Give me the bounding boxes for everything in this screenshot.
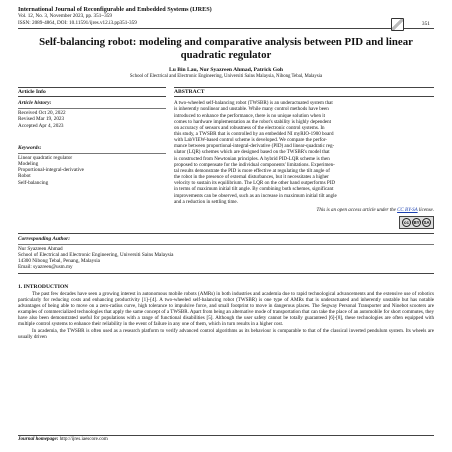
abstract-line: proposed to compensate for the individual components' limitations. Experimen- [174,161,335,168]
author-list: Lu Bin Lau, Nur Syazreen Ahmad, Patrick Goh [168,67,284,74]
corresponding-author-block [18,233,434,274]
abstract-line: comes to hardware implementation as the robot's stability is highly dependent [174,118,332,125]
divider [18,153,166,154]
section-heading-introduction: 1. INTRODUCTION [18,283,69,290]
journal-name: International Journal of Reconfigurable and Embedded Systems (IJRES) [18,6,212,13]
abstract-line: and a reduction in settling time. [174,198,238,205]
attribution-icon: BY [413,219,420,225]
history-date: Accepted Apr 4, 2023 [18,122,64,129]
abstract-text [174,100,434,205]
abstract-line: the robot in the presence of external disturbances, but it necessitates a higher [174,174,329,181]
corresponding-author-label: Corresponding Author: [18,235,71,242]
abstract-line: tal results demonstrate the PID is more effective at regulating the tilt angle of [174,167,330,174]
history-date: Revised Mar 19, 2023 [18,116,65,123]
journal-homepage-label: Journal homepage: [18,437,60,442]
abstract-heading: ABSTRACT [174,87,434,97]
divider [18,108,166,109]
author-email: Email: syazreen@usm.my [18,264,73,271]
abstract-line: this study, a TWSBR that is controlled by an embedded NI myRIO-1900 board [174,131,334,137]
keyword-item: Self-balancing [18,179,49,186]
abstract-line: improvements can be observed, such as an increase in maximum initial tilt angle [174,192,337,199]
abstract-line: is constructed from Newtonian principles. A hybrid PID-LQR scheme is then [174,155,330,162]
page-footer [18,435,434,442]
divider [18,273,434,274]
open-access-prefix: This is an open access article under the [316,207,398,213]
author-school: School of Electrical and Electronic Engineering, Universiti Sains Malaysia [18,252,174,259]
intro-paragraph-1: The past few decades have seen a growing interest in autonomous mobile robots (AMRs) in both industries and academia due to rapid technological advancements and the extensive use of robotics particularly for reducing costs and enhancing productivity [1]–[4]. A two-wheeled self-balancing robot (TWSBR) is one type of AMRs that is underactuated and inherently unstable but has notable advantages of being able to move on a zero-radius curve, high tolerance to impulsive force, and small footprint to move in dangerous places. The Segway Personal Transporter and Ninebot scooters are examples of commercialized technologies that apply the same concept of a TWSBR. Apart from being an alternative mode of transportation that can take the place of an automobile for short commutes, they have also been demonstrated useful for populations with a range of functional disabilities [5]. Although the user safety cannot be totally guaranteed [6]-[8], these technologies are often equipped with multiple control systems to enhance their reliability in the event of failure in any one of them, which in turn results in a higher cost. [18,290,435,328]
abstract-line: in terms of maximum initial tilt angle. By combining both schemes, significant [174,186,334,193]
abstract-line: ulator (LQR) schemes which are designed based on the TWSBR's model that [174,149,330,156]
volume-line: Vol. 12, No. 3, November 2023, pp. 351~359 [18,13,112,20]
header-rule [18,28,434,29]
article-info-heading: Article Info [18,87,166,97]
divider [18,244,434,245]
intro-paragraph-2: In academia, the TWSBR is often used as a research platform to verify advanced control algorithms as its behaviour is comparable to that of the classical inverted pendulum system. Its wheels are usually driven [18,327,435,340]
cc-license-badge[interactable] [174,216,434,229]
introduction-body [18,291,434,340]
author-address: 14300 Nibong Tebal, Penang, Malaysia [18,258,100,265]
open-access-note [174,208,434,213]
journal-header [18,6,434,26]
history-date: Received Oct 20, 2022 [18,110,66,117]
abstract-column [174,87,434,229]
abstract-line: on accuracy of sensors and robustness of the electronic control systems. In [174,124,325,131]
abstract-line: with LabVIEW-based control scheme is developed. We compare the perfor- [174,137,327,144]
page-number: 351 [421,21,430,27]
journal-logo-icon [391,18,404,31]
article-history-label: Article history: [18,100,52,107]
keyword-item: Modeling [18,161,39,168]
abstract-line: introduced to enhance the performance, there is no unique solution when it [174,112,326,119]
abstract-line: A two-wheeled self-balancing robot (TWSBR) is an underactuated system that [174,100,333,107]
share-alike-icon: SA [423,219,430,225]
article-info-column [18,87,166,229]
keyword-item: Robot [18,173,31,180]
abstract-line: velocity to sustain its equilibrium. The LQR on the other hand outperforms PID [174,180,335,187]
keyword-item: Proportional-integral-derivative [18,167,84,174]
abstract-line: is inherently nonlinear and unstable. While many control methods have been [174,106,329,113]
divider [18,233,434,234]
affiliation: School of Electrical and Electronic Engineering, Universiti Sains Malaysia, Nibong Tebal, Malaysia [129,74,323,80]
journal-homepage-link[interactable]: http://ijres.iaescore.com [59,437,108,442]
paper-title: Self-balancing robot: modeling and comparative analysis between PID and linear quadratic regulator [39,36,413,62]
abstract-line: mance between proportional-integral-derivative (PID) and linear-quadratic reg- [174,143,335,150]
cc-icon: cc [402,218,411,227]
info-abstract-columns [18,87,434,229]
author-name: Nur Syazreen Ahmad [18,245,63,252]
keyword-item: Linear quadratic regulator [18,154,73,161]
open-access-suffix: license. [417,207,434,213]
license-link[interactable]: CC BY-SA [397,207,418,213]
issn-doi-line: ISSN: 2089-4864, DOI: 10.11591/ijres.v12.i3.pp351-359 [18,19,137,26]
footer-rule [18,435,434,436]
keywords-label: Keywords: [18,144,42,151]
